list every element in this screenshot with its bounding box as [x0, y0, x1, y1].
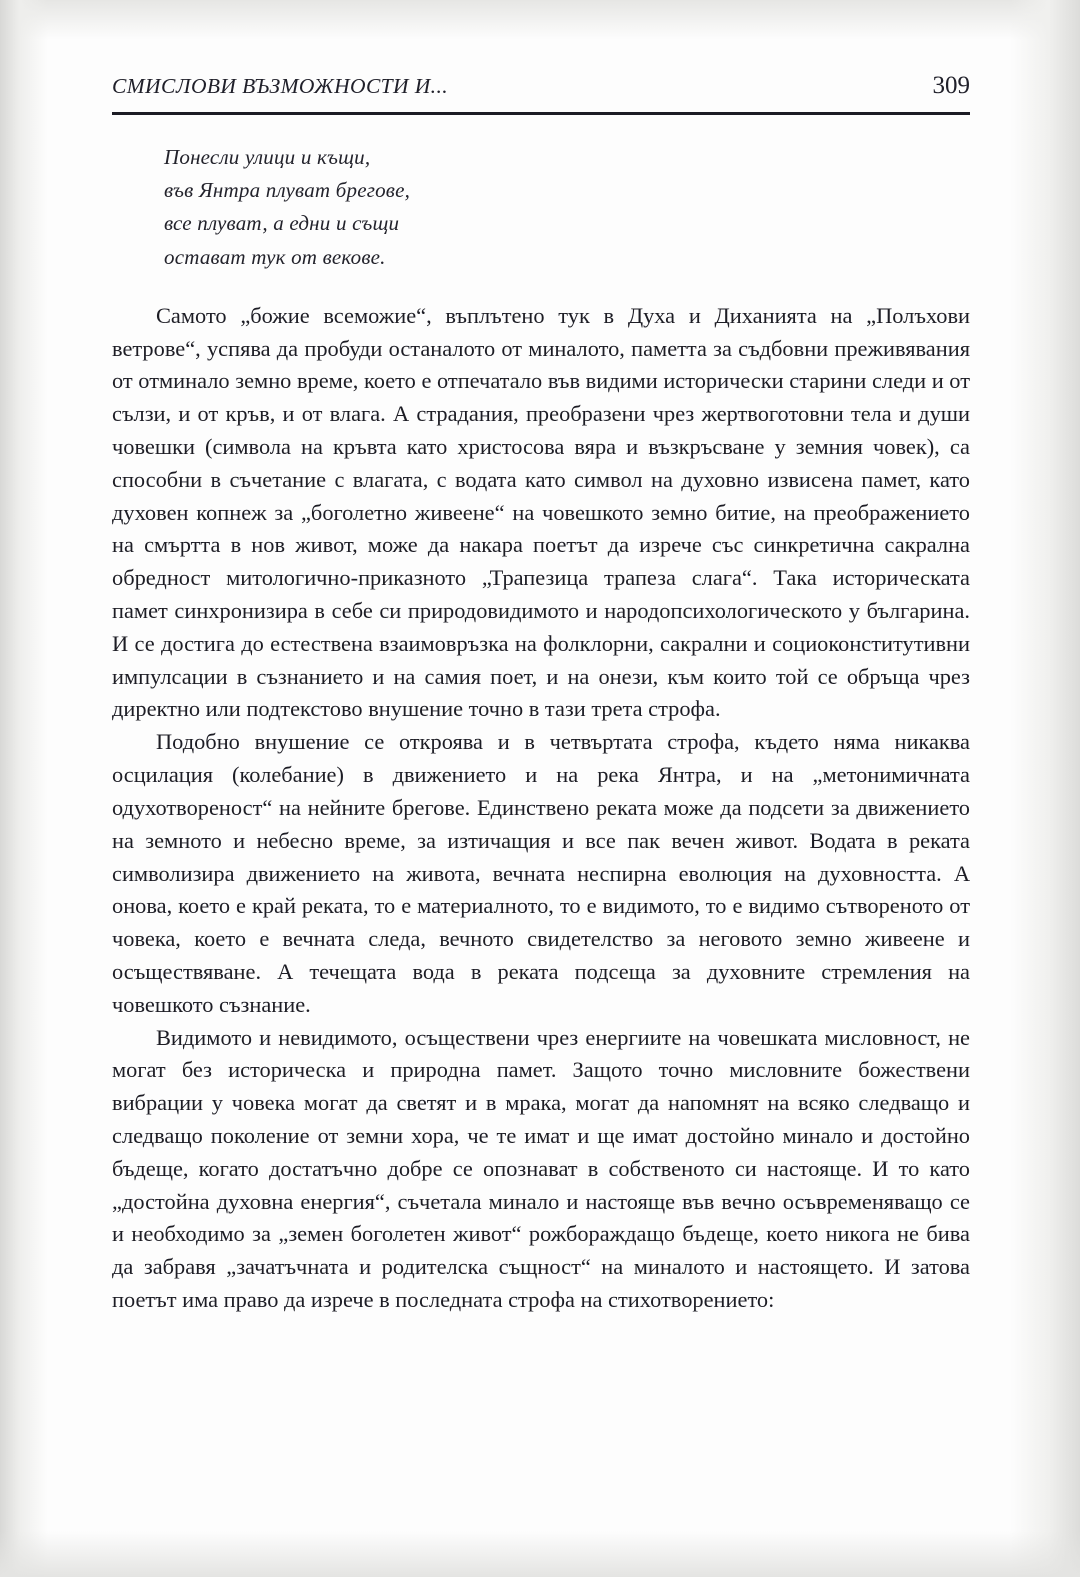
verse-quote: [164, 141, 970, 274]
scan-shade-left: [0, 0, 48, 1577]
body-paragraph: Подобно внушение се откроява и в четвъртата строфа, където няма никаква осцилация (колебание) в движението и на река Янтра, и на „метонимичната одухотвореност“ на нейните брегове. Единствено реката може да подсети за движението на земното и небесно време, за изтичащия и все пак вечен живот. Водата в реката символизира движението на живота, вечната неспирна еволюция на духовността. А онова, което е край реката, то е материалното, то е видимото, то е видимо сътвореното от човека, което е вечната следа, вечното свидетелство за неговото земно живеене и осъществяване. А течещата вода в реката подсеща за духовните стремления на човешкото съзнание.: [112, 729, 970, 1017]
verse-line: във Янтра плуват брегове,: [164, 178, 411, 203]
running-title: СМИСЛОВИ ВЪЗМОЖНОСТИ И...: [112, 74, 448, 98]
header-rule: [112, 112, 970, 115]
scan-shade-top: [0, 0, 1080, 40]
scan-shade-right: [1010, 0, 1080, 1577]
body-paragraph: Видимото и невидимото, осъществени чрез енергиите на човешката мисловност, не могат без историческа и природна памет. Защото точно мисловните божествени вибрации у човека могат да светят и в мрака, могат да напомнят на всяко следващо и следващо поколение от земни хора, че те имат и ще имат достойно минало и достойно бъдеще, когато достатъчно добре се опознават в собственото си настояще. И то като „достойна духовна енергия“, съчетала минало и настояще във вечно осъвременяващо се и необходимо за „земен боголетен живот“ рожбораждащо бъдеще, което никога не бива да забравя „зачатъчната и родителска същност“ на миналото и настоящето. И затова поетът има право да изрече в последната строфа на стихотворението:: [112, 1024, 970, 1313]
verse-line: все плуват, а едни и същи: [164, 211, 400, 236]
verse-line: остават тук от векове.: [164, 244, 386, 269]
running-header: [112, 72, 970, 110]
page-content: [112, 72, 970, 1317]
page-number: 309: [932, 72, 970, 99]
body-paragraph: Самото „божие всеможие“, въплътено тук в Духа и Диханията на „Полъхови ветрове“, успява да пробуди останалото от миналото, паметта за съдбовни преживявания от отминало земно време, което е отпечатало във видими исторически старини следи и от сълзи, и от кръв, и от влага. А страдания, преобразени чрез жертвоготовни тела и души човешки (символа на кръвта като христосова вяра и възкръсване у земния човек), са способни в съчетание с влагата, с водата като символ на духовно извисена памет, като духовен копнеж за „боголетно живеене“ на човешкото земно битие, на преображението на смъртта в нов живот, може да накара поетът да изрече със синкретична сакрална обредност митологично-приказното „Трапезица трапеза слага“. Така историческата памет синхронизира в себе си природовидимото и народопсихологическото у българина. И се достига до естествена взаимовръзка на фолклорни, сакрални и социоконститутивни импулсации в съзнанието и на самия поет, и на онези, към които той се обръща чрез директно или подтекстово внушение точно в тази трета строфа.: [112, 302, 970, 722]
verse-line: Понесли улици и къщи,: [164, 145, 371, 169]
scan-shade-bottom: [0, 1531, 1080, 1577]
